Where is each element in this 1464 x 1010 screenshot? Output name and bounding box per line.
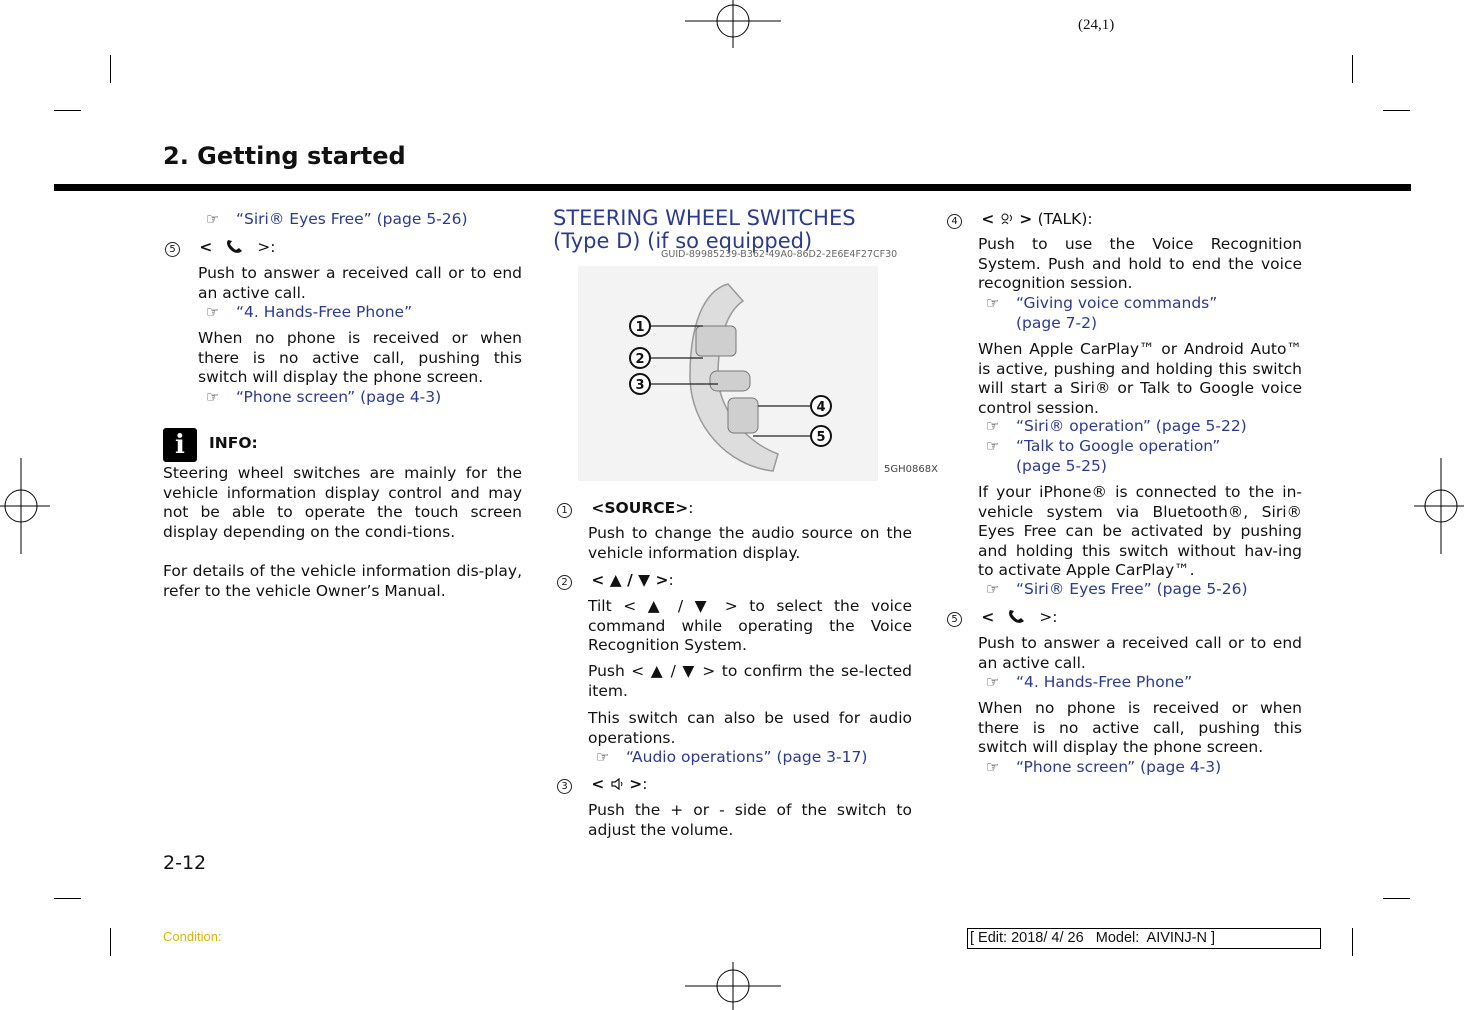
item5b-text2: When no phone is received or when there is no active call, pushing this switch will display the phone screen. bbox=[978, 699, 1302, 757]
phone-icon bbox=[1006, 608, 1028, 624]
callout-number: 5 bbox=[165, 242, 180, 257]
callout-number: 3 bbox=[557, 779, 572, 794]
steering-switch-figure bbox=[578, 266, 878, 481]
ref-phone-screen[interactable]: ☞ “Phone screen” (page 4-3) bbox=[206, 388, 442, 406]
callout-4: 4 bbox=[816, 400, 826, 415]
item5b-text: Push to answer a received call or to end an active call. bbox=[978, 634, 1302, 672]
callout-number: 5 bbox=[947, 612, 962, 627]
info-icon: i bbox=[163, 428, 197, 462]
condition-label: Condition: bbox=[163, 929, 222, 944]
pointing-hand-icon: ☞ bbox=[986, 417, 1000, 435]
talk-icon bbox=[1000, 212, 1014, 226]
ref-hands-free-phone-2[interactable]: ☞ “4. Hands-Free Phone” bbox=[986, 673, 1193, 691]
phone-icon bbox=[224, 238, 246, 254]
pointing-hand-icon: ☞ bbox=[986, 437, 1000, 455]
pointing-hand-icon: ☞ bbox=[986, 580, 1000, 598]
item3-heading: 3 < >: bbox=[557, 775, 647, 795]
ref-talk-to-google[interactable]: ☞ “Talk to Google operation” (page 5-25) bbox=[986, 437, 1221, 475]
callout-1: 1 bbox=[635, 320, 645, 335]
item5-text: Push to answer a received call or to end an active call. bbox=[198, 264, 522, 302]
pointing-hand-icon: ☞ bbox=[206, 388, 220, 406]
callout-number: 4 bbox=[947, 214, 962, 229]
item5-text2: When no phone is received or when there is no active call, pushing this switch will display the phone screen. bbox=[198, 329, 522, 387]
item2-text3: This switch can also be used for audio operations. bbox=[588, 709, 912, 747]
info-text: Steering wheel switches are mainly for the vehicle information display control and may not be able to operate the touch screen display depending on the condi-tions. bbox=[163, 464, 522, 541]
callout-2: 2 bbox=[635, 352, 645, 367]
ref-siri-operation[interactable]: ☞ “Siri® operation” (page 5-22) bbox=[986, 417, 1247, 435]
pointing-hand-icon: ☞ bbox=[596, 748, 610, 766]
item4-text3: If your iPhone® is connected to the in-vehicle system via Bluetooth®, Siri® Eyes Free can be activated by pushing and holding this switch without hav-ing to activate Apple CarPlay™. bbox=[978, 483, 1302, 580]
registration-mark-top bbox=[685, 0, 781, 48]
item3-text: Push the + or - side of the switch to adjust the volume. bbox=[588, 801, 912, 839]
pointing-hand-icon: ☞ bbox=[986, 294, 1000, 312]
item2-heading: 2 < ▲ / ▼ >: bbox=[557, 571, 674, 591]
registration-mark-bottom bbox=[685, 962, 781, 1010]
callout-3: 3 bbox=[635, 378, 645, 393]
guid-code: GUID-89985239-B362-49A0-86D2-2E6E4F27CF30 bbox=[661, 249, 898, 260]
item1-heading: 1 <SOURCE>: bbox=[557, 499, 693, 519]
page-mark: (24,1) bbox=[1078, 17, 1115, 33]
callout-5: 5 bbox=[816, 430, 826, 445]
pointing-hand-icon: ☞ bbox=[206, 303, 220, 321]
section-title: STEERING WHEEL SWITCHES (Type D) (if so equipped) bbox=[553, 206, 856, 253]
ref-audio-operations[interactable]: ☞ “Audio operations” (page 3-17) bbox=[596, 748, 868, 766]
ref-siri-eyes-free[interactable]: ☞ “Siri® Eyes Free” (page 5-26) bbox=[206, 210, 468, 228]
info-text-2: For details of the vehicle information dis-play, refer to the vehicle Owner’s Manual. bbox=[163, 562, 522, 600]
volume-icon bbox=[610, 777, 624, 791]
item5b-heading: 5 < >: bbox=[947, 608, 1057, 628]
ref-giving-voice-commands[interactable]: ☞ “Giving voice commands” (page 7-2) bbox=[986, 294, 1218, 332]
item4-heading: 4 < > (TALK): bbox=[947, 210, 1093, 230]
pointing-hand-icon: ☞ bbox=[206, 210, 220, 228]
ref-siri-eyes-free-2[interactable]: ☞ “Siri® Eyes Free” (page 5-26) bbox=[986, 580, 1248, 598]
item5-heading: 5 < >: bbox=[165, 238, 275, 258]
info-label: INFO: bbox=[209, 434, 258, 452]
item2-text1: Tilt < ▲ / ▼ > to select the voice command while operating the Voice Recognition System. bbox=[588, 597, 912, 655]
page-number: 2-12 bbox=[163, 852, 207, 874]
item1-text: Push to change the audio source on the vehicle information display. bbox=[588, 524, 912, 562]
ref-phone-screen-2[interactable]: ☞ “Phone screen” (page 4-3) bbox=[986, 758, 1222, 776]
registration-mark-left bbox=[0, 458, 50, 554]
pointing-hand-icon: ☞ bbox=[986, 758, 1000, 776]
item4-text1: Push to use the Voice Recognition System. Push and hold to end the voice recognition session. bbox=[978, 235, 1302, 293]
header-rule bbox=[54, 184, 1411, 191]
item2-text2: Push < ▲ / ▼ > to confirm the se-lected item. bbox=[588, 662, 912, 700]
edit-info: [ Edit: 2018/ 4/ 26 Model: AIVINJ-N ] bbox=[967, 928, 1321, 949]
pointing-hand-icon: ☞ bbox=[986, 673, 1000, 691]
chapter-title: 2. Getting started bbox=[163, 142, 406, 170]
callout-number: 2 bbox=[557, 575, 572, 590]
callout-number: 1 bbox=[557, 503, 572, 518]
ref-hands-free-phone[interactable]: ☞ “4. Hands-Free Phone” bbox=[206, 303, 413, 321]
registration-mark-right bbox=[1414, 458, 1464, 554]
item4-text2: When Apple CarPlay™ or Android Auto™ is active, pushing and holding this switch will start a Siri® or Talk to Google voice control session. bbox=[978, 340, 1302, 417]
figure-code: 5GH0868X bbox=[884, 464, 938, 475]
